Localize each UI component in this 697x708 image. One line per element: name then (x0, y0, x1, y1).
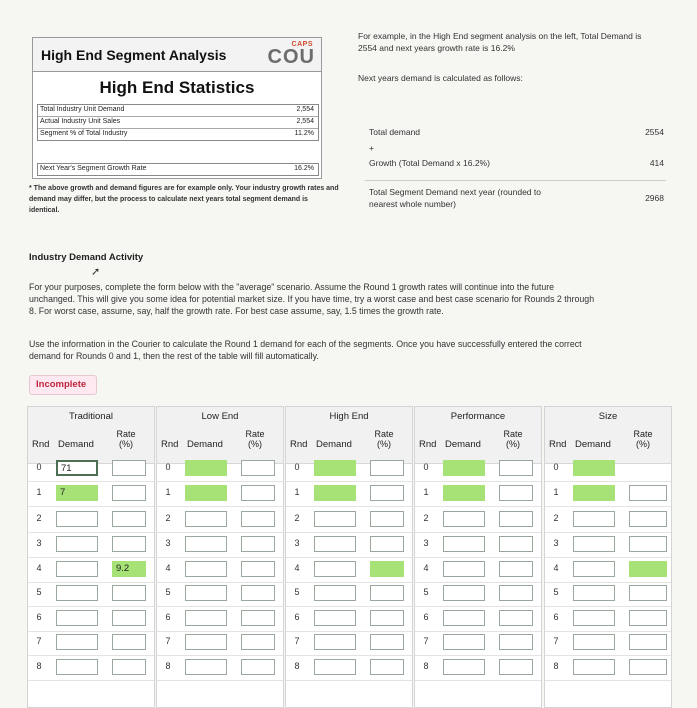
round-number: 5 (165, 587, 171, 597)
demand-input-round-2[interactable] (443, 511, 485, 527)
demand-input-round-0[interactable] (185, 460, 227, 476)
rate-input-round-3[interactable] (241, 536, 275, 552)
rate-input-round-4[interactable] (241, 561, 275, 577)
rate-input-round-0[interactable] (241, 460, 275, 476)
demand-input-round-6[interactable] (56, 610, 98, 626)
demand-input-round-6[interactable] (185, 610, 227, 626)
row-divider (415, 655, 541, 656)
demand-input-round-8[interactable] (573, 659, 615, 675)
demand-input-round-7[interactable] (56, 634, 98, 650)
rate-input-round-3[interactable] (112, 536, 146, 552)
row-divider (286, 680, 412, 681)
round-number: 4 (553, 563, 559, 573)
rate-input-round-6[interactable] (499, 610, 533, 626)
stats-table (37, 104, 319, 141)
row-divider (286, 655, 412, 656)
mouse-cursor-icon: ➚ (91, 266, 101, 278)
row-divider (415, 557, 541, 558)
segment-name: Traditional (68, 411, 113, 422)
demand-input-round-8[interactable] (314, 659, 356, 675)
demand-input-round-7[interactable] (185, 634, 227, 650)
demand-input-round-7[interactable] (573, 634, 615, 650)
row-divider (415, 506, 541, 507)
demand-input-round-8[interactable] (56, 659, 98, 675)
rate-input-round-8[interactable] (370, 659, 404, 675)
row-divider (415, 532, 541, 533)
high-end-analysis-panel (32, 37, 322, 179)
analysis-header (33, 38, 321, 72)
demand-input-round-8[interactable] (185, 659, 227, 675)
example-paragraph: For example, in the High End segment analysis on the left, Total Demand is 2554 and next years growth rate is 16.2% (358, 31, 642, 53)
rnd-header: Rnd (290, 439, 308, 450)
rate-input-round-5[interactable] (241, 585, 275, 601)
rate-input-round-4[interactable] (370, 561, 404, 577)
demand-input-round-3[interactable] (314, 536, 356, 552)
demand-input-round-5[interactable] (443, 585, 485, 601)
rnd-header: Rnd (419, 439, 437, 450)
segment-header (415, 407, 541, 464)
demand-input-round-7[interactable] (443, 634, 485, 650)
round-number: 0 (553, 462, 559, 472)
row-divider (286, 532, 412, 533)
demand-input-round-6[interactable] (573, 610, 615, 626)
segment-table-low-end (156, 406, 284, 708)
rate-input-round-2[interactable] (241, 511, 275, 527)
demand-input-round-4[interactable] (314, 561, 356, 577)
activity-paragraph-1-line-1: For your purposes, complete the form below with the "average" scenario. Assume the Round 1 growth rates will continue into the future (29, 282, 555, 292)
round-number: 8 (36, 661, 42, 671)
rate-input-round-6[interactable] (112, 610, 146, 626)
row-divider (157, 631, 283, 632)
rate-input-round-1[interactable] (112, 485, 146, 501)
rate-input-round-4[interactable] (629, 561, 667, 577)
round-number: 2 (423, 513, 429, 523)
rate-input-round-2[interactable] (499, 511, 533, 527)
round-number: 4 (423, 563, 429, 573)
demand-input-round-4[interactable] (185, 561, 227, 577)
demand-input-round-7[interactable] (314, 634, 356, 650)
rate-input-round-3[interactable] (499, 536, 533, 552)
row-divider (157, 582, 283, 583)
demand-input-round-1[interactable] (314, 485, 356, 501)
demand-input-round-4[interactable] (443, 561, 485, 577)
row-divider (545, 557, 671, 558)
round-number: 8 (423, 661, 429, 671)
stats-row: Total Industry Unit Demand 2,554 (38, 105, 318, 117)
rate-input-round-5[interactable] (629, 585, 667, 601)
demand-input-round-5[interactable] (573, 585, 615, 601)
demand-input-round-0[interactable] (443, 460, 485, 476)
rate-input-round-4[interactable]: 9.2 (112, 561, 146, 577)
rnd-header: Rnd (32, 439, 50, 450)
round-number: 3 (294, 538, 300, 548)
round-number: 3 (36, 538, 42, 548)
round-number: 5 (553, 587, 559, 597)
rnd-header: Rnd (549, 439, 567, 450)
demand-input-round-5[interactable] (56, 585, 98, 601)
total-demand-value: 2554 (645, 127, 664, 137)
demand-input-round-1[interactable] (573, 485, 615, 501)
demand-input-round-0[interactable] (573, 460, 615, 476)
demand-input-round-1[interactable]: 7 (56, 485, 98, 501)
demand-input-round-2[interactable] (185, 511, 227, 527)
rate-input-round-0[interactable] (499, 460, 533, 476)
row-divider (28, 582, 154, 583)
row-divider (545, 506, 671, 507)
demand-input-round-4[interactable] (573, 561, 615, 577)
activity-paragraph-1-line-2: unchanged. This will give you some idea for potential market size. If you have time, try a worst case and best case scenario for Rounds 2 through (29, 294, 595, 304)
segment-header (545, 407, 671, 464)
demand-header: Demand (58, 439, 94, 450)
rate-input-round-7[interactable] (112, 634, 146, 650)
row-divider (545, 680, 671, 681)
round-number: 8 (553, 661, 559, 671)
demand-input-round-3[interactable] (56, 536, 98, 552)
round-number: 3 (553, 538, 559, 548)
segment-table-traditional (27, 406, 155, 708)
rate-input-round-5[interactable] (499, 585, 533, 601)
row-divider (415, 606, 541, 607)
row-divider (28, 557, 154, 558)
rate-input-round-7[interactable] (629, 634, 667, 650)
round-number: 1 (36, 487, 42, 497)
row-divider (415, 631, 541, 632)
rate-input-round-6[interactable] (629, 610, 667, 626)
rate-input-round-1[interactable] (629, 485, 667, 501)
rate-header: Rate (%) (116, 429, 136, 449)
rate-header: Rate (%) (503, 429, 523, 449)
row-divider (545, 582, 671, 583)
rate-input-round-8[interactable] (499, 659, 533, 675)
round-number: 0 (165, 462, 171, 472)
row-divider (28, 631, 154, 632)
row-divider (157, 557, 283, 558)
row-divider (286, 557, 412, 558)
row-divider (28, 481, 154, 482)
rate-input-round-6[interactable] (241, 610, 275, 626)
round-number: 6 (553, 612, 559, 622)
next-demand-label-2: nearest whole number) (369, 199, 456, 209)
stats-row: Actual Industry Unit Sales 2,554 (38, 117, 318, 129)
row-divider (286, 631, 412, 632)
segment-name: High End (329, 411, 369, 422)
rate-header: Rate (%) (633, 429, 653, 449)
row-divider (157, 506, 283, 507)
round-number: 1 (294, 487, 300, 497)
segment-name: Size (598, 411, 618, 422)
row-divider (415, 481, 541, 482)
round-number: 5 (423, 587, 429, 597)
row-divider (157, 655, 283, 656)
capsim-logo: CAPS COU (267, 41, 315, 68)
growth-value: 414 (649, 158, 664, 168)
demand-input-round-2[interactable] (573, 511, 615, 527)
stats-title: High End Statistics (99, 78, 255, 97)
row-divider (286, 582, 412, 583)
row-divider (157, 532, 283, 533)
demand-input-round-2[interactable] (314, 511, 356, 527)
segment-name: Low End (201, 411, 239, 422)
round-number: 7 (553, 636, 559, 646)
demand-header: Demand (187, 439, 223, 450)
demand-input-round-1[interactable] (185, 485, 227, 501)
activity-paragraph-2-line-1: Use the information in the Courier to calculate the Round 1 demand for each of the segments. Once you have successfully entered the correct (29, 339, 582, 349)
plus-sign: + (369, 143, 374, 153)
rate-input-round-1[interactable] (499, 485, 533, 501)
activity-paragraph-2-line-2: demand for Rounds 0 and 1, then the rest of the table will fill automatically. (29, 351, 319, 361)
rate-header: Rate (%) (374, 429, 394, 449)
rate-input-round-7[interactable] (499, 634, 533, 650)
rate-input-round-8[interactable] (241, 659, 275, 675)
analysis-title: High End Segment Analysis (41, 47, 227, 63)
round-number: 8 (294, 661, 300, 671)
stats-row: Segment % of Total Industry 11.2% (40, 130, 314, 137)
round-number: 5 (36, 587, 42, 597)
next-demand-label-1: Total Segment Demand next year (rounded to (369, 187, 541, 197)
next-demand-value: 2968 (645, 193, 664, 203)
row-divider (286, 506, 412, 507)
round-number: 0 (294, 462, 300, 472)
rate-input-round-5[interactable] (370, 585, 404, 601)
round-number: 2 (553, 513, 559, 523)
round-number: 3 (423, 538, 429, 548)
activity-title: Industry Demand Activity (29, 252, 144, 263)
round-number: 7 (423, 636, 429, 646)
rate-input-round-8[interactable] (629, 659, 667, 675)
round-number: 1 (553, 487, 559, 497)
demand-input-round-4[interactable] (56, 561, 98, 577)
status-badge: Incomplete (29, 375, 97, 395)
row-divider (545, 481, 671, 482)
round-number: 4 (294, 563, 300, 573)
row-divider (28, 680, 154, 681)
rate-input-round-1[interactable] (241, 485, 275, 501)
activity-paragraph-1-line-3: 8. For worst case, assume, say, half the growth rate. For best case assume, say, 1.5 times the growth rate. (29, 306, 444, 316)
row-divider (545, 606, 671, 607)
rate-input-round-5[interactable] (112, 585, 146, 601)
round-number: 6 (165, 612, 171, 622)
row-divider (157, 606, 283, 607)
demand-header: Demand (575, 439, 611, 450)
rate-input-round-6[interactable] (370, 610, 404, 626)
rate-input-round-2[interactable] (112, 511, 146, 527)
demand-input-round-1[interactable] (443, 485, 485, 501)
rate-input-round-8[interactable] (112, 659, 146, 675)
rate-input-round-2[interactable] (629, 511, 667, 527)
round-number: 1 (423, 487, 429, 497)
round-number: 4 (165, 563, 171, 573)
round-number: 4 (36, 563, 42, 573)
row-divider (157, 481, 283, 482)
rate-input-round-7[interactable] (241, 634, 275, 650)
round-number: 0 (36, 462, 42, 472)
growth-label: Growth (Total Demand x 16.2%) (369, 158, 490, 168)
demand-input-round-0[interactable]: 71 (56, 460, 98, 476)
demand-input-round-5[interactable] (185, 585, 227, 601)
round-number: 7 (165, 636, 171, 646)
rate-header: Rate (%) (245, 429, 265, 449)
segment-table-size (544, 406, 672, 708)
round-number: 2 (36, 513, 42, 523)
round-number: 8 (165, 661, 171, 671)
demand-input-round-2[interactable] (56, 511, 98, 527)
example-note: * The above growth and demand figures are for example only. Your industry growth rates and demand may differ, but the process to calculate next years total segment demand is identical. (29, 185, 339, 214)
row-divider (28, 506, 154, 507)
segment-name: Performance (450, 411, 506, 422)
segment-table-performance (414, 406, 542, 708)
round-number: 2 (165, 513, 171, 523)
row-divider (545, 655, 671, 656)
row-divider (286, 481, 412, 482)
demand-input-round-6[interactable] (443, 610, 485, 626)
round-number: 0 (423, 462, 429, 472)
demand-header: Demand (316, 439, 352, 450)
round-number: 5 (294, 587, 300, 597)
round-number: 3 (165, 538, 171, 548)
rate-input-round-2[interactable] (370, 511, 404, 527)
rate-input-round-0[interactable] (370, 460, 404, 476)
round-number: 6 (294, 612, 300, 622)
row-divider (28, 532, 154, 533)
row-divider (28, 655, 154, 656)
segment-header (28, 407, 154, 464)
row-divider (286, 606, 412, 607)
rate-input-round-4[interactable] (499, 561, 533, 577)
row-divider (415, 680, 541, 681)
rate-input-round-0[interactable] (112, 460, 146, 476)
rnd-header: Rnd (161, 439, 179, 450)
round-number: 6 (36, 612, 42, 622)
round-number: 7 (36, 636, 42, 646)
sum-divider (365, 180, 666, 181)
next-growth-row: Next Year's Segment Growth Rate 16.2% (37, 163, 319, 176)
demand-input-round-5[interactable] (314, 585, 356, 601)
segment-header (157, 407, 283, 464)
row-divider (545, 532, 671, 533)
demand-header: Demand (445, 439, 481, 450)
demand-input-round-3[interactable] (573, 536, 615, 552)
round-number: 7 (294, 636, 300, 646)
demand-input-round-8[interactable] (443, 659, 485, 675)
row-divider (415, 582, 541, 583)
rate-input-round-7[interactable] (370, 634, 404, 650)
row-divider (157, 680, 283, 681)
demand-input-round-3[interactable] (443, 536, 485, 552)
demand-input-round-0[interactable] (314, 460, 356, 476)
rate-input-round-3[interactable] (370, 536, 404, 552)
row-divider (545, 631, 671, 632)
rate-input-round-1[interactable] (370, 485, 404, 501)
demand-input-round-3[interactable] (185, 536, 227, 552)
row-divider (28, 606, 154, 607)
round-number: 1 (165, 487, 171, 497)
total-demand-label: Total demand (369, 127, 421, 137)
segment-header (286, 407, 412, 464)
round-number: 6 (423, 612, 429, 622)
segment-table-high-end (285, 406, 413, 708)
rate-input-round-3[interactable] (629, 536, 667, 552)
example-intro: Next years demand is calculated as follows: (358, 73, 523, 83)
round-number: 2 (294, 513, 300, 523)
demand-input-round-6[interactable] (314, 610, 356, 626)
